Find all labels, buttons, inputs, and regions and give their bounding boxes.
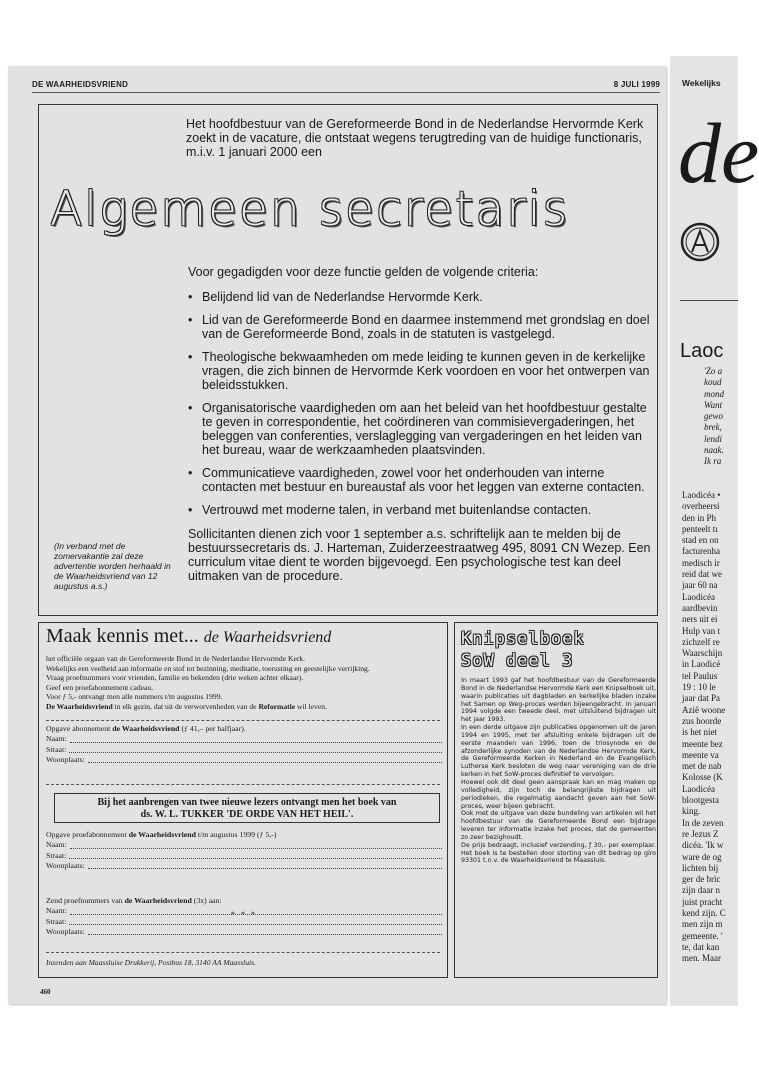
article-line: aardbevin <box>682 602 718 613</box>
article-line: te, dat kan <box>682 941 720 952</box>
criteria-list <box>188 290 656 526</box>
right-page-masthead: de <box>678 105 759 201</box>
fill-line <box>88 927 442 935</box>
article-line: Laodicéa <box>682 783 715 794</box>
article-line: meente va <box>682 749 719 760</box>
article-line: zijn daar n <box>682 885 720 896</box>
subscription-form <box>46 724 442 765</box>
publication-bold: De Waarheidsvriend <box>46 701 113 711</box>
knipselboek-body <box>461 677 656 865</box>
knipselboek-paragraph: In een derde uitgave zijn publicaties opgenomen uit de jaren 1994 en 1995, met ter afsluiting enkele bijdragen uit de eerste maanden van 1996, toen de triosynode en de afzonderlijke synoden van de Nederlandse Hervormde Kerk, de Gereformeerde Kerken in Nederland en de Evangelisch Lutherse Kerk besloten de weg naar vereniging van de drie kerken in het SoW-proces definitief te vervolgen. <box>461 724 656 779</box>
quote-line: mond <box>704 388 724 399</box>
article-line: Azië woone <box>682 704 726 715</box>
article-line: overheersi <box>682 501 720 512</box>
coupon-text-line: Voor ƒ 5,- ontvangt men alle nummers t/m augustus 1999. <box>46 692 223 701</box>
quote-line: brek, <box>704 422 722 433</box>
article-line: medisch ir <box>682 557 720 568</box>
fill-line <box>88 755 442 763</box>
quote-line: koud <box>704 377 722 388</box>
field-label: Woonplaats: <box>46 860 85 870</box>
section-separator: * * * <box>231 910 257 919</box>
right-page-article <box>682 490 742 964</box>
article-line: Laodicéa • <box>682 490 721 500</box>
criteria-intro: Voor gegadigden voor deze functie gelden de volgende criteria: <box>188 265 539 279</box>
ad-headline: Algemeen secretaris <box>50 182 570 237</box>
fill-line <box>70 734 442 742</box>
header-rule <box>32 92 660 93</box>
fill-line <box>69 851 442 859</box>
gift-offer-line: Bij het aanbrengen van twee nieuwe lezers ontvangt men het boek van <box>97 797 397 808</box>
article-line: lichten bij <box>682 862 719 873</box>
application-instructions: Sollicitanten dienen zich voor 1 september a.s. schriftelijk aan te melden bij de bestuurssecretaris ds. J. Harteman, Zuiderzeestraatweg 495, 8091 CN Wezep. Een curriculum vitae dient te worden bijgevoegd. Een psychologische test kan deel uitmaken van de procedure. <box>188 527 651 583</box>
cut-line <box>46 784 440 785</box>
article-line: met de nab <box>682 761 722 772</box>
article-line: Waarschijn <box>682 648 723 659</box>
criteria-item: • Lid van de Gereformeerde Bond en daarmee instemmend met grondslag en doel van de Gereformeerde Bond, zoals in de statuten is vastgelegd. <box>188 313 656 341</box>
article-line: gemeente. ' <box>682 930 723 941</box>
knipselboek-title-line: SoW deel 3 <box>461 651 574 671</box>
fill-line <box>88 861 442 869</box>
repeat-notice: (In verband met de zomervakantie zal deze advertentie worden herhaald in de Waarheidsvriend van 12 augustus a.s.) <box>54 541 171 591</box>
quote-line: 'Zo a <box>704 366 723 376</box>
field-label: Straat: <box>46 916 67 926</box>
article-line: In de zeven <box>682 817 724 828</box>
knipselboek-paragraph: Hoewel ook dit deel geen aanspraak kan en mag maken op volledigheid, zijn toch de belangrijkste bijdragen uit periodieken, die regelmatig aandacht geven aan het SoW-proces, weer bijeen gebracht. <box>461 778 656 810</box>
article-line: reid dat we <box>682 569 722 580</box>
article-line: dicéa. 'Ik w <box>682 840 724 851</box>
knipselboek-title-line: Knipselboek <box>461 629 585 649</box>
right-page-quote <box>704 366 744 468</box>
form-title-part: t/m augustus 1999 (ƒ 5,-) <box>195 830 277 839</box>
coupon-text-line <box>46 702 446 712</box>
form-title-publication: de Waarheidsvriend <box>128 830 196 839</box>
coupon-title-publication: de Waarheidsvriend <box>203 629 332 646</box>
issue-date: 8 JULI 1999 <box>613 80 660 89</box>
reformatie-bold: Reformatie <box>258 701 296 711</box>
right-page-section-title: Laoc <box>680 340 724 362</box>
article-line: jaar 60 na <box>682 580 718 591</box>
fill-line <box>69 745 442 753</box>
coupon-text-part: in elk gezin, dat uit de verworvenheden van de <box>112 701 259 711</box>
page-number: 460 <box>40 988 51 996</box>
article-line: kend zijn. C <box>682 907 726 918</box>
coupon-description <box>46 654 446 711</box>
form-title-part: Opgave abonnement <box>46 724 113 733</box>
article-line: juist pracht <box>682 896 723 907</box>
cut-line <box>46 952 440 953</box>
form-title-publication: de Waarheidsvriend <box>124 896 192 905</box>
article-line: men. Maar <box>682 953 721 964</box>
name-field[interactable] <box>46 840 442 850</box>
knipselboek-title <box>461 628 656 672</box>
quote-line: Ik ra <box>704 456 722 467</box>
criteria-item: • Belijdend lid van de Nederlandse Hervormde Kerk. <box>188 290 656 304</box>
coupon-text-line: Vraag proefnummers voor vrienden, familie en bekenden (drie weken achter elkaar). <box>46 673 304 682</box>
form-title <box>46 896 442 906</box>
criteria-item: • Theologische bekwaamheden om mede leiding te kunnen geven in de kerkelijke vragen, die zich binnen de Hervormde Kerk voordoen en voor het ontwerpen van beleidsstukken. <box>188 350 656 392</box>
field-label: Naam: <box>46 840 67 850</box>
article-line: re Jezus Z <box>682 828 719 839</box>
article-line: king. <box>682 806 701 817</box>
field-label: Naam: <box>46 734 67 744</box>
form-title-publication: de Waarheidsvriend <box>112 724 180 733</box>
article-line: tel Paulus <box>682 670 718 681</box>
quote-line: naak. <box>704 445 724 456</box>
article-line: 19 : 10 le <box>682 682 716 693</box>
mailing-address: Inzenden aan Maassluise Drukkerij, Postbus 18, 3140 AA Maassluis. <box>46 958 257 967</box>
name-field[interactable] <box>46 734 442 744</box>
right-page-rule <box>680 300 738 301</box>
article-line: blootgesta <box>682 795 719 806</box>
article-line: stad en on <box>682 535 719 546</box>
fill-line <box>69 917 442 925</box>
article-line: is het niet <box>682 727 717 738</box>
article-line: facturenha <box>682 546 720 557</box>
knipselboek-paragraph: De prijs bedraagt, inclusief verzending, ƒ 30,- per exemplaar. Het boek is te bestellen door storting van dit bedrag op giro 93301 t.n.v. de Waarheidsvriend te Maassluis. <box>461 841 656 865</box>
coupon-text-line: Geef een proefabonnement cadeau. <box>46 682 154 692</box>
article-line: Laodicéa <box>682 591 715 602</box>
fill-line <box>70 840 442 848</box>
article-line: ners uit ei <box>682 614 718 625</box>
field-label: Woonplaats: <box>46 754 85 764</box>
city-field[interactable] <box>46 755 442 765</box>
criteria-item: • Communicatieve vaardigheden, zowel voor het onderhouden van interne contacten met bestuur en bureaustaf als voor het leggen van externe contacten. <box>188 466 656 494</box>
gift-offer-box <box>54 793 440 823</box>
criteria-item: • Organisatorische vaardigheden om aan het beleid van het hoofdbestuur gestalte te geven in correspondentie, het coördineren van commisievergaderingen, het beleggen van conferenties, verslaglegging van vergaderingen en het leiden van het bureau, waar de werkzaamheden plaatsvinden. <box>188 401 656 457</box>
knipselboek-paragraph: Ook met de uitgave van deze bundeling van artikelen wil het hoofdbestuur van de Gereformeerde Bond een bijdrage leveren ter informatie inzake het proces, dat de gemeenten zo zeer bezighoudt. <box>461 810 656 841</box>
field-label: Straat: <box>46 744 67 754</box>
article-line: den in Ph <box>682 512 717 523</box>
alpha-omega-logo-icon <box>680 222 720 262</box>
knipselboek-paragraph: In maart 1993 gaf het hoofdbestuur van de Gereformeerde Bond in de Nederlandse Hervormde Kerk een Knipselboek uit, waarin publicaties uit dagbladen en kerkelijke bladen inzake het Samen op Weg-proces werden bijeengebracht. In januari 1994 volgde een tweede deel, met uitsluitend bijdragen uit het jaar 1993. <box>461 677 656 724</box>
article-line: in Laodicé <box>682 659 721 670</box>
field-label: Woonplaats: <box>46 926 85 936</box>
city-field[interactable] <box>46 861 442 871</box>
sample-issues-form <box>46 896 442 937</box>
article-line: zus hoorde <box>682 715 722 726</box>
article-line: penteelt tı <box>682 523 718 534</box>
field-label: Straat: <box>46 850 67 860</box>
ad-intro: Het hoofdbestuur van de Gereformeerde Bond in de Nederlandse Hervormde Kerk zoekt in de vacature, die ontstaat wegens terugtreding van de huidige functionaris, m.i.v. 1 januari 2000 een <box>186 117 644 159</box>
criteria-item: • Vertrouwd met moderne talen, in verband met buitenlandse contacten. <box>188 503 656 517</box>
right-page-header: Wekelijks <box>682 78 721 88</box>
quote-line: Want <box>704 399 723 410</box>
article-line: ger de bric <box>682 874 721 885</box>
quote-line: lendi <box>704 433 722 444</box>
article-line: Kolosse (K <box>682 772 723 783</box>
form-title <box>46 830 442 840</box>
coupon-title <box>46 625 446 648</box>
street-field[interactable] <box>46 917 442 927</box>
publication-name: DE WAARHEIDSVRIEND <box>32 80 129 89</box>
trial-subscription-form <box>46 830 442 871</box>
street-field[interactable] <box>46 745 442 755</box>
article-line: Hulp van t <box>682 625 720 636</box>
form-title-part: (ƒ 41,– per halfjaar). <box>179 724 246 733</box>
coupon-text-part: wil leven. <box>295 701 327 711</box>
coupon-title-main: Maak kennis met... <box>46 625 199 647</box>
coupon-text-line: het officiële orgaan van de Gereformeerde Bond in de Nederlandse Hervormde Kerk. <box>46 654 306 663</box>
form-title-part: Opgave proefabonnement <box>46 830 129 839</box>
city-field[interactable] <box>46 927 442 937</box>
form-title-part: Zend proefnummers van <box>46 896 125 905</box>
article-line: zichzelf re <box>682 636 720 647</box>
quote-line: gewo <box>704 411 723 422</box>
gift-offer-line: ds. W. L. TUKKER 'DE ORDE VAN HET HEIL'. <box>140 809 354 820</box>
form-title <box>46 724 442 734</box>
cut-line <box>46 720 440 721</box>
field-label: Naam: <box>46 906 67 916</box>
form-title-part: (3x) aan: <box>191 896 222 905</box>
article-line: ware de og <box>682 851 722 862</box>
name-field[interactable] <box>46 906 442 916</box>
fill-line <box>70 906 442 914</box>
coupon-text-line: Wekelijks een veelheid aan informatie en stof tot bezinning, meditatie, toerusting en geestelijke verrijking. <box>46 663 370 673</box>
article-line: men zijn m <box>682 919 723 930</box>
article-line: jaar dat Pa <box>682 693 720 704</box>
street-field[interactable] <box>46 851 442 861</box>
article-line: meente bez <box>682 738 723 749</box>
